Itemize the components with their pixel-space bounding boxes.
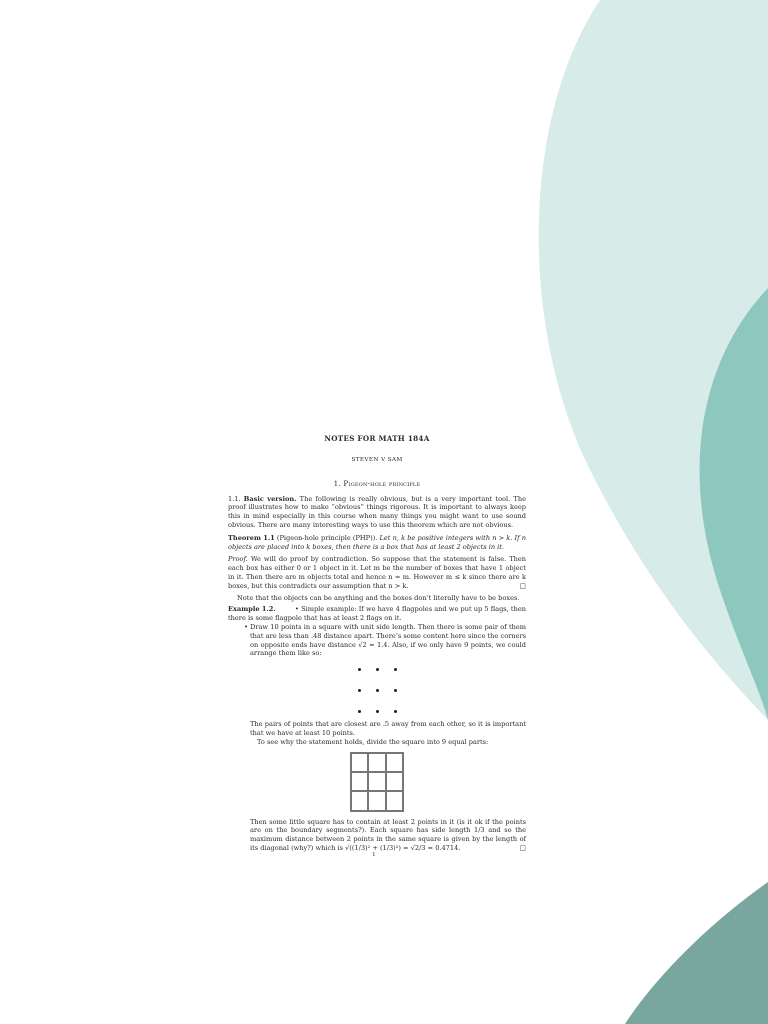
point-dot	[358, 710, 361, 713]
theorem-statement: Let n, k be positive integers with n > k. If n objects are placed into k boxes, then there is a box that has at least 2 objects in it.	[228, 533, 526, 551]
grid-cell	[386, 772, 403, 791]
point-dot	[376, 710, 379, 713]
basic-text: The following is really obvious, but is a very important tool. The proof illustrates how to make “obvious” things rigorous. It is important to always keep this in mind especially in this course when many things you might want to use sound obvious. There are many interesting ways to use this theorem which are not obvious.	[228, 494, 526, 529]
basic-version-paragraph	[228, 495, 526, 530]
point-dot	[376, 689, 379, 692]
point-dot	[394, 710, 397, 713]
proof-paragraph	[228, 555, 526, 590]
grid-cell	[386, 753, 403, 772]
grid-cell	[368, 753, 385, 772]
point-dot	[376, 668, 379, 671]
point-dot	[394, 689, 397, 692]
nine-points-figure	[228, 662, 526, 720]
basic-number: 1.1.	[228, 494, 241, 503]
square-grid-figure	[228, 752, 526, 814]
three-by-three-grid	[350, 752, 404, 812]
theorem-label: Theorem 1.1	[228, 533, 275, 542]
note-paragraph: Note that the objects can be anything and the boxes don’t literally have to be boxes.	[237, 593, 520, 602]
bullet-icon: •	[295, 605, 299, 614]
grid-cell	[368, 791, 385, 810]
conclusion-text: Then some little square has to contain at least 2 points in it (is it ok if the points are on the boundary segments?). Each square has side length 1/3 and so the maximum distance between 2 points in the same square is given by the length of its diagonal (why?) which is √((1/3)² + (1/3)²) = √2/3 ≈ 0.4714.	[250, 817, 526, 852]
example-label: Example 1.2.	[228, 605, 276, 614]
example-bullet-2: Draw 10 points in a square with unit side length. Then there is some pair of them that are less than .48 distance apart. There’s some content here since the corners on opposite ends have distance √2 ≈ 1.4. Also, if we only have 9 points, we could arrange them like so:	[250, 622, 526, 658]
section-heading: 1. Pigeon-hole principle	[333, 479, 421, 489]
example-qed: □	[519, 843, 526, 852]
point-dot	[394, 668, 397, 671]
document-title: NOTES FOR MATH 184A	[324, 434, 430, 443]
theorem-name: (Pigeon-hole principle (PHP)).	[274, 533, 378, 542]
theorem-paragraph	[228, 534, 526, 552]
proof-text: We will do proof by contradiction. So suppose that the statement is false. Then each box has either 0 or 1 object in it. Let m be the number of boxes that have 1 object in it. Then there are m objects total and hence n = m. However m ≤ k since there are k boxes, but this contradicts our assumption that n > k.	[228, 555, 526, 590]
point-dot	[358, 689, 361, 692]
basic-heading: Basic version.	[243, 494, 297, 503]
grid-cell	[351, 791, 368, 810]
conclusion-paragraph	[228, 818, 526, 853]
proof-qed: □	[519, 581, 526, 590]
example-bullet-2-item	[228, 623, 526, 658]
grid-cell	[351, 772, 368, 791]
after-dots-paragraph: The pairs of points that are closest are .5 away from each other, so it is important that we have at least 10 points.	[250, 720, 526, 737]
divide-paragraph: To see why the statement holds, divide the square into 9 equal parts:	[257, 737, 489, 746]
page-number: 1	[372, 851, 376, 858]
example-first-line	[228, 605, 526, 623]
document-author: STEVEN V SAM	[351, 457, 403, 464]
bullet-icon: •	[244, 622, 248, 631]
example-bullet-1: Simple example: If we have 4 flagpoles and we put up 5 flags, then there is some flagpole that has at least 2 flags on it.	[228, 605, 526, 623]
grid-cell	[368, 772, 385, 791]
document-page	[228, 428, 526, 860]
proof-label: Proof.	[228, 555, 248, 564]
example-block	[228, 605, 526, 852]
point-dot	[358, 668, 361, 671]
grid-cell	[386, 791, 403, 810]
dark-teal-wave	[625, 882, 768, 1024]
grid-cell	[351, 753, 368, 772]
